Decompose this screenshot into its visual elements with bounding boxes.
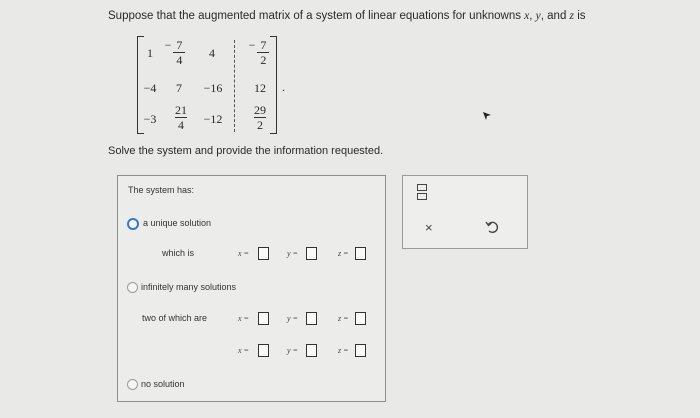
fraction [257, 39, 269, 66]
unique-x-input[interactable] [258, 247, 269, 260]
y-equals-label: y = [287, 314, 298, 323]
prompt-sep: , and [540, 10, 570, 22]
matrix-cell: −16 [203, 81, 223, 95]
unique-solution-label[interactable]: a unique solution [143, 218, 212, 228]
radio-unique-solution[interactable] [127, 218, 139, 230]
no-solution-label[interactable]: no solution [141, 379, 185, 389]
fraction [173, 39, 185, 66]
inf1-x-input[interactable] [258, 312, 269, 325]
numerator: 29 [254, 103, 266, 117]
z-equals-label: z = [338, 346, 349, 355]
minus-sign: − [164, 38, 172, 52]
numerator: 7 [260, 38, 267, 52]
fraction [254, 104, 266, 131]
matrix-cell: 1 [147, 46, 153, 60]
unique-z-input[interactable] [355, 247, 366, 260]
var-z: z [569, 10, 575, 22]
y-equals-label: y = [287, 346, 298, 355]
denominator: 4 [176, 53, 183, 67]
minus-sign: − [248, 38, 256, 52]
matrix-cell [155, 38, 195, 66]
denominator: 2 [260, 53, 267, 67]
close-icon[interactable]: × [425, 220, 433, 235]
inf2-y-input[interactable] [306, 344, 317, 357]
var-x: x [524, 10, 530, 22]
denominator: 2 [257, 118, 263, 132]
inf1-z-input[interactable] [355, 312, 366, 325]
var-y: y [535, 10, 541, 22]
matrix-cell: −3 [143, 112, 157, 126]
mouse-cursor-icon [482, 111, 492, 121]
inf1-y-input[interactable] [306, 312, 317, 325]
augment-divider [234, 40, 235, 132]
prompt-sep: , [529, 10, 536, 22]
period: . [282, 80, 285, 94]
instruction-text: Solve the system and provide the information requested. [108, 145, 384, 157]
matrix-cell: 7 [176, 81, 182, 95]
prompt-text: Suppose that the augmented matrix of a system of linear equations for unknowns [108, 10, 525, 22]
matrix-cell [240, 103, 280, 131]
z-equals-label: z = [338, 249, 349, 258]
two-of-which-label: two of which are [142, 313, 208, 323]
matrix-cell: 4 [209, 46, 215, 60]
denominator: 4 [178, 118, 184, 132]
radio-no-solution[interactable] [127, 379, 138, 390]
y-equals-label: y = [287, 249, 298, 258]
undo-icon[interactable] [484, 219, 500, 235]
z-equals-label: z = [338, 314, 349, 323]
which-is-label: which is [162, 248, 195, 258]
matrix-cell [239, 38, 279, 66]
fraction-template-icon[interactable] [417, 184, 427, 200]
problem-prompt [108, 10, 586, 22]
matrix-cell: 12 [254, 81, 266, 95]
numerator: 21 [175, 103, 187, 117]
inf2-x-input[interactable] [258, 344, 269, 357]
matrix-cell: −12 [203, 112, 223, 126]
prompt-text: is [574, 10, 586, 22]
matrix-cell: −4 [143, 81, 157, 95]
radio-infinitely-many[interactable] [127, 282, 138, 293]
system-has-header: The system has: [128, 185, 195, 195]
x-equals-label: x = [238, 249, 249, 258]
x-equals-label: x = [238, 314, 249, 323]
fraction [175, 104, 187, 131]
inf2-z-input[interactable] [355, 344, 366, 357]
x-equals-label: x = [238, 346, 249, 355]
infinitely-many-label[interactable]: infinitely many solutions [141, 282, 237, 292]
numerator: 7 [176, 38, 183, 52]
unique-y-input[interactable] [306, 247, 317, 260]
